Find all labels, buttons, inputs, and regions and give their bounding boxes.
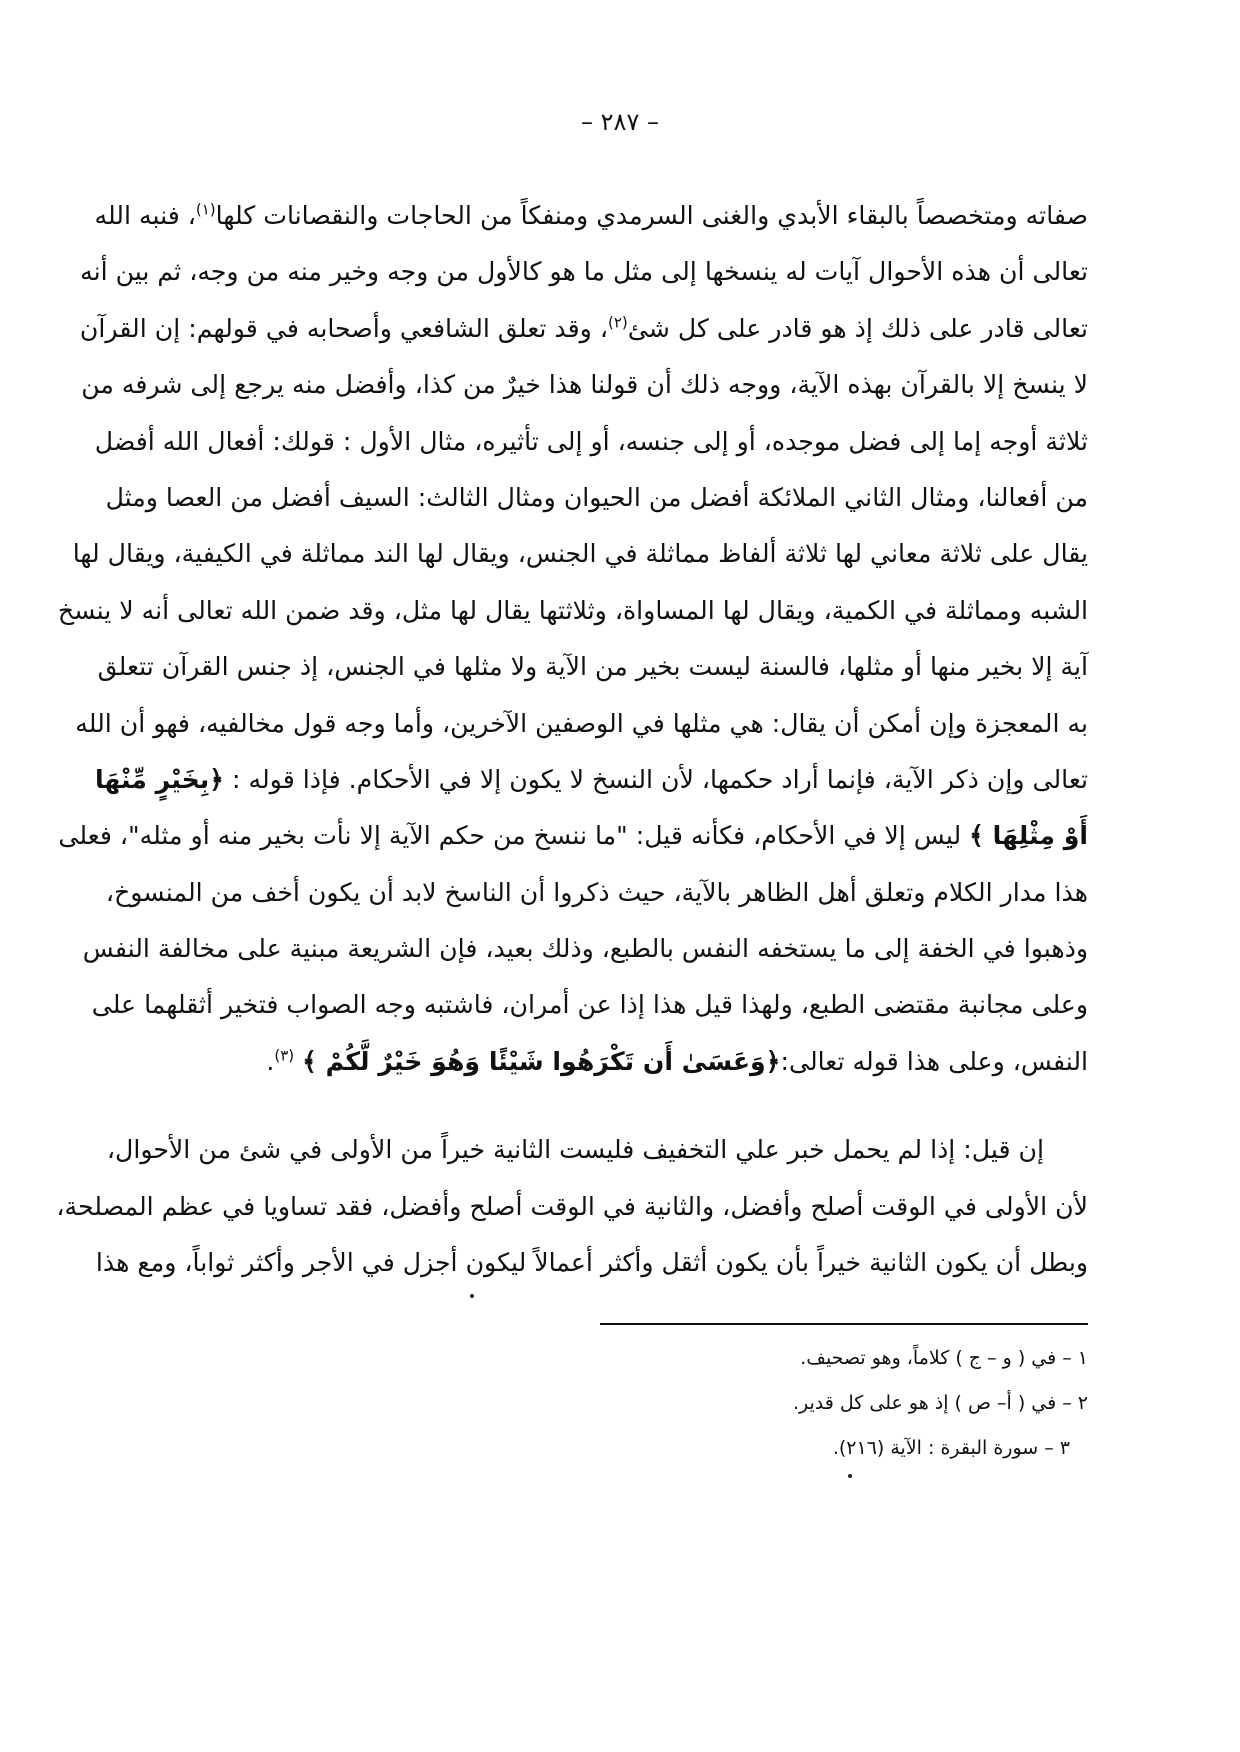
text-line-15: وعلى مجانبة مقتضى الطبع، ولهذا قيل هذا إذا عن أمران، فاشتبه وجه الصواب فتخير أثقلهما على — [91, 990, 1088, 1020]
text-line-17: إن قيل: إذا لم يحمل خبر علي التخفيف فليست الثانية خيراً من الأولى في شئ من الأحوال، — [106, 1135, 1044, 1165]
text-line-11: تعالى وإن ذكر الآية، فإنما أراد حكمها، لأن النسخ لا يكون إلا في الأحكام. فإذا قوله : ﴿بِخَيْرٍ مِّنْهَا — [94, 764, 1088, 794]
text-line-13: هذا مدار الكلام وتعلق أهل الظاهر بالآية، حيث ذكروا أن الناسخ لابد أن يكون أخف من المنسوخ، — [105, 877, 1088, 907]
text-line-5: ثلاثة أوجه إما إلى فضل موجده، أو إلى جنسه، أو إلى تأثيره، مثال الأول : قولك: أفعال الله أفضل — [94, 426, 1088, 456]
text-line-9: آية إلا بخير منها أو مثلها، فالسنة ليست بخير من الآية ولا مثلها في الجنس، إذ جنس القرآن تتعلق — [97, 652, 1088, 682]
text-line-7: يقال على ثلاثة معاني لها ثلاثة ألفاظ مماثلة في الجنس، ويقال لها الند مماثلة في الكيفية، ويقال لها — [72, 539, 1088, 569]
footnote-ref-2: (٢) — [607, 313, 628, 332]
text-line-3: تعالى قادر على ذلك إذ هو قادر على كل شئ$^{(٢)}$، وقد تعلق الشافعي وأصحابه في قولهم: إن القرآن — [79, 313, 1088, 343]
text-line-1: صفاته ومتخصصاً بالبقاء الأبدي والغنى السرمدي ومنفكاً من الحاجات والنقصانات كلها$^{(١)}$، فنبه الله — [94, 200, 1088, 230]
text-line-12: أَوْ مِثْلِهَا ﴾ ليس إلا في الأحكام، فكأنه قيل: "ما ننسخ من حكم الآية إلا نأت بخير منه أو مثله"، فعلى — [58, 821, 1088, 851]
footnote-1: ١ – في ( و – ج ) كلاماً، وهو تصحيف. — [800, 1347, 1088, 1369]
scan-speck — [848, 1474, 852, 1478]
footnote-separator — [600, 1323, 1088, 1325]
text-line-14: وذهبوا في الخفة إلى ما يستخفه النفس بالطبع، وذلك بعيد، فإن الشريعة مبنية على مخالفة النفس — [82, 934, 1088, 964]
footnotes — [600, 1336, 1088, 1471]
footnote-ref-3: (٣) — [274, 1046, 295, 1065]
text-line-18: لأن الأولى في الوقت أصلح وأفضل، والثانية في الوقت أصلح وأفضل، فقد تساويا في عظم المصلحة، — [56, 1191, 1088, 1221]
footnote-2: ٢ – في ( أ– ص ) إذ هو على كل قدير. — [793, 1392, 1088, 1414]
quran-quote-2: ﴿وَعَسَىٰ أَن تَكْرَهُوا شَيْئًا وَهُوَ خَيْرٌ لَّكُمْ ﴾ — [302, 1046, 781, 1076]
quran-quote-1b: أَوْ مِثْلِهَا ﴾ — [969, 821, 1088, 851]
scan-speck — [470, 1294, 474, 1298]
footnote-ref-1: (١) — [195, 200, 216, 219]
text-line-6: من أفعالنا، ومثال الثاني الملائكة أفضل من الحيوان ومثال الثالث: السيف أفضل من العصا ومثل — [105, 482, 1088, 512]
page-number: – ٢٨٧ – — [581, 108, 659, 136]
main-text — [56, 188, 1088, 1291]
text-line-8: الشبه ومماثلة في الكمية، ويقال لها المساواة، وثلاثتها يقال لها مثل، وقد ضمن الله تعالى أنه لا ينسخ — [57, 595, 1088, 625]
text-line-10: به المعجزة وإن أمكن أن يقال: هي مثلها في الوصفين الآخرين، وأما وجه قول مخالفيه، فهو أن الله — [75, 708, 1088, 738]
footnote-3: ٣ – سورة البقرة : الآية (٢١٦). — [832, 1437, 1070, 1459]
text-line-2: تعالى أن هذه الأحوال آيات له ينسخها إلى مثل ما هو كالأول من وجه وخير منه من وجه، ثم بين أنه — [80, 257, 1088, 287]
text-line-4: لا ينسخ إلا بالقرآن بهذه الآية، ووجه ذلك أن قولنا هذا خيرٌ من كذا، وأفضل منه يرجع إلى شرفه من — [81, 370, 1088, 400]
quran-quote-1a: ﴿بِخَيْرٍ مِّنْهَا — [94, 764, 224, 794]
text-line-19: وبطل أن يكون الثانية خيراً بأن يكون أثقل وأكثر أعمالاً ليكون أجزل في الأجر وأكثر ثواباً، ومع هذا — [95, 1248, 1088, 1278]
text-line-16: النفس، وعلى هذا قوله تعالى:﴿وَعَسَىٰ أَن تَكْرَهُوا شَيْئًا وَهُوَ خَيْرٌ لَّكُمْ ﴾ $^{(٣)}$. — [266, 1046, 1088, 1076]
